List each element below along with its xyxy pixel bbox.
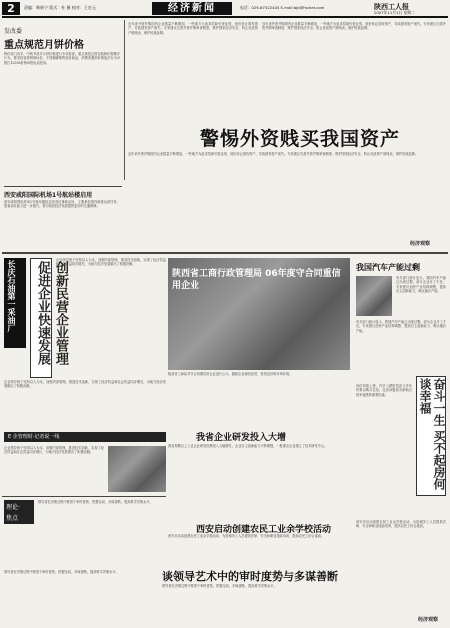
article-body: 西安市启动创建农民工业余学校活动，为进城务工人员提供法律、安全和职业技能培训，提高农民工综合素质。 <box>356 520 446 529</box>
vertical-headline-block <box>30 258 68 378</box>
article-headline: 重点规范月饼价格 <box>4 40 84 51</box>
editors-line: 责编：韩新宁 版式：杜 薇 校对：王宏元 <box>24 5 96 10</box>
issue-date: 2007年11月1日 星期二 <box>374 10 415 15</box>
article-body: 企业领导班子坚持以人为本，加强内部管理，推进技术创新，实现了经济效益和社会效益同步增长，为地方经济发展做出了积极贡献。 <box>4 446 104 455</box>
news-photo <box>108 446 166 492</box>
article-headline: 警惕外资贱买我国资产 <box>200 128 401 150</box>
article-body: 领导者在决策过程中要善于审时度势，把握全局，多谋善断，提高科学决策水平。 <box>4 570 119 574</box>
article-body: 有关部门统计显示，我国汽车产能已出现过剩，部分企业开工不足，专家建议加快产业结构调整，提高自主创新能力，淘汰落后产能。 <box>356 320 446 333</box>
page-header <box>2 2 448 18</box>
article-body: 领导者在决策过程中要善于审时度势，把握全局，多谋善断，提高科学决策水平。 <box>162 584 277 588</box>
article-body: 近年来外资并购国内企业数量不断增加，一些地方为追求招商引资业绩，低价转让国有资产，导致国有资产流失。专家建议完善外资并购审查制度，维护国家经济安全，防止优质资产被贱卖，保护民族品牌。 <box>128 22 258 35</box>
photo-caption: 陕西省工商行政管理局 06年度守合同重信用企业 <box>172 269 341 291</box>
article-body: 近年来外资并购国内企业数量不断增加，一些地方为追求招商引资业绩，低价转让国有资产，导致国有资产流失。专家建议完善外资并购审查制度，维护国家经济安全，防止优质资产被贱卖，保护民族品牌。 <box>262 22 446 31</box>
page-number: 2 <box>2 2 20 15</box>
section-banner-text: E 企管理时·记者说一线 <box>8 434 60 440</box>
article-headline: 我国汽车产能过剩 <box>356 263 420 272</box>
section-title: 经济新闻 <box>152 2 232 15</box>
article-headline: 我省企业研发投入大增 <box>196 433 287 443</box>
vertical-headline-block <box>416 376 446 496</box>
article-body: 领导者在决策过程中要善于审时度势，把握全局，多谋善断，提高科学决策水平。 <box>38 500 153 504</box>
article-body: 有关部门统计显示，我国汽车产能已出现过剩，部分企业开工不足，专家建议加快产业结构调整，提高自主创新能力，淘汰落后产能。 <box>396 276 446 293</box>
news-photo <box>168 258 350 370</box>
article-body: 陕西省工商局对守合同重信用企业进行公示，激励企业诚信经营，营造良好的市场环境。 <box>168 372 293 376</box>
paper-name: 陕西工人报 <box>374 2 409 11</box>
vertical-headline: 创新民营企业管理 促进企业快速发展 <box>35 261 68 365</box>
company-banner-text: 长庆石油第一采油厂 <box>7 260 16 332</box>
vertical-headline: 奋斗一生 买不起房何谈幸福 <box>418 378 446 491</box>
section-banner <box>4 432 166 442</box>
section-label-block <box>4 500 34 524</box>
article-body: 西安咸阳国际机场1号航站楼经过改造后重新启用，主要承担国内航班运营任务，旅客吞吐能力进一步提升，将为陕西经济发展提供更好的交通保障。 <box>4 200 120 209</box>
article-headline: 谈领导艺术中的审时度势与多谋善断 <box>162 570 338 583</box>
article-body: 西安市启动创建农民工业余学校活动，为进城务工人员提供法律、安全和职业技能培训，提高农民工综合素质。 <box>168 534 325 538</box>
news-photo <box>356 276 392 316</box>
company-banner <box>4 258 26 348</box>
column-label: 经济观察 <box>418 617 439 623</box>
article-headline: 西安启动创建农民工业余学校活动 <box>196 525 332 535</box>
article-headline: 西安咸阳国际机场1号航站楼启用 <box>4 192 93 199</box>
article-body: 近年来外资并购国内企业数量不断增加，一些地方为追求招商引资业绩，低价转让国有资产，导致国有资产流失。专家建议完善外资并购审查制度，维护国家经济安全，防止优质资产被贱卖，保护民族品牌。 <box>128 152 419 156</box>
section-label: 焦点 <box>6 515 19 522</box>
contact-line: 电话：029-87522445 E-mail:bjb@hsinet.com <box>240 5 325 10</box>
article-body: 企业领导班子坚持以人为本，加强内部管理，推进技术创新，实现了经济效益和社会效益同步增长，为地方经济发展做出了积极贡献。 <box>4 380 166 389</box>
article-body: 企业领导班子坚持以人为本，加强内部管理，推进技术创新，实现了经济效益和社会效益同步增长，为地方经济发展做出了积极贡献。 <box>56 258 166 267</box>
section-label: 理论· <box>6 504 20 511</box>
article-body: 我省规模以上工业企业研发经费投入大幅增长，企业自主创新能力不断增强，一批重点企业建立了技术研发中心。 <box>168 444 328 448</box>
article-body: 房价持续上涨，许多工薪阶层奋斗多年仍难以购买住房，住房问题成为影响百姓幸福感的重要因素。 <box>356 384 412 397</box>
column-label: 经济观察 <box>410 241 431 247</box>
article-kicker: 发改委 <box>4 28 23 35</box>
article-body: 物价部门出手，中秋节前对月饼价格进行专项检查，重点规范过度包装和价格欺诈行为，要求经营者明码标价，不得捆绑销售高价商品，消费者遇到价格违法行为可拨打12358价格举报电话投诉。 <box>4 52 120 65</box>
